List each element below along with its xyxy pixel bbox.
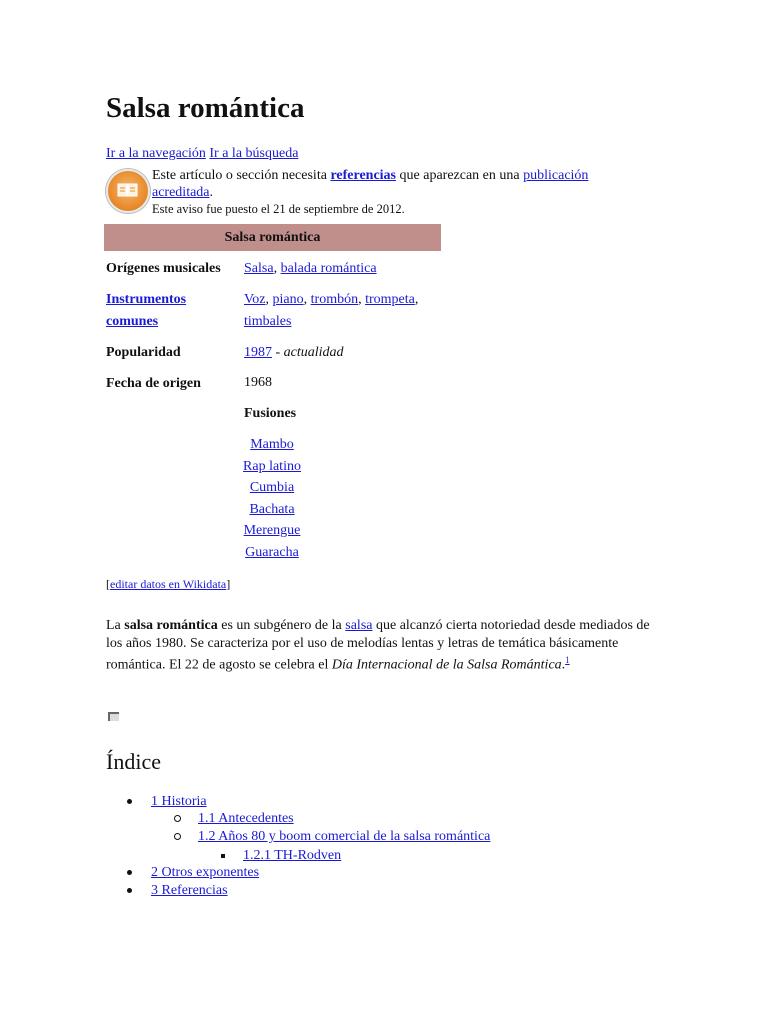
toc-link-historia[interactable]: 1 Historia — [151, 794, 207, 809]
origin-date-label: Fecha de origen — [106, 376, 201, 391]
timbales-link[interactable]: timbales — [244, 314, 292, 329]
toc-item — [174, 810, 294, 828]
instruments-value: Voz, piano, trombón, trompeta, timbales — [244, 292, 419, 329]
toc-item — [127, 882, 228, 900]
intro-paragraph: La salsa romántica es un subgénero de la salsa que alcanzó cierta notoriedad desde mediados de los años 1980. Se caracteriza por el uso de melodías lentas y letras de temática básicamente romántica. El 22 de agosto se celebra el Día Internacional de la Salsa Romántica.$^1$ — [106, 618, 650, 673]
bullet-icon — [127, 870, 132, 875]
skip-links — [106, 146, 298, 162]
trompeta-link[interactable]: trompeta — [365, 292, 415, 307]
salsa-genre-link[interactable]: salsa — [345, 618, 373, 633]
toc-link-antecedentes[interactable]: 1.1 Antecedentes — [198, 811, 294, 826]
salsa-link[interactable]: Salsa — [244, 261, 274, 276]
popularity-label: Popularidad — [106, 345, 181, 360]
fusions-list — [240, 434, 304, 564]
instruments-link-cont[interactable]: comunes — [106, 314, 159, 329]
goto-navigation-link[interactable]: Ir a la navegación — [106, 146, 206, 161]
mambo-link[interactable]: Mambo — [250, 437, 294, 452]
piano-link[interactable]: piano — [272, 292, 304, 307]
toc-link-anos-80[interactable]: 1.2 Años 80 y boom comercial de la salsa romántica — [198, 829, 491, 844]
popularity-value: 1987 - actualidad — [244, 345, 344, 360]
bullet-icon — [221, 854, 225, 858]
edit-wikidata-link[interactable]: editar datos en Wikidata — [110, 577, 227, 591]
toc-link-otros-exponentes[interactable]: 2 Otros exponentes — [151, 865, 260, 880]
image-placeholder-icon — [108, 712, 119, 721]
balada-romantica-link[interactable]: balada romántica — [280, 261, 377, 276]
publication-link-cont[interactable]: acreditada — [152, 185, 210, 200]
reference-1-link[interactable]: 1 — [565, 655, 570, 665]
infobox-header: Salsa romántica — [104, 224, 441, 251]
origins-value: Salsa, balada romántica — [244, 261, 377, 276]
instruments-label — [106, 289, 186, 333]
rap-latino-link[interactable]: Rap latino — [243, 458, 301, 474]
year-1987-link[interactable]: 1987 — [244, 345, 272, 360]
toc-item — [221, 847, 341, 865]
merengue-link[interactable]: Merengue — [243, 523, 301, 539]
references-link[interactable]: referencias — [330, 168, 397, 183]
references-notice — [152, 167, 652, 218]
toc-link-referencias[interactable]: 3 Referencias — [151, 883, 228, 898]
origins-label: Orígenes musicales — [106, 261, 221, 276]
toc-item — [174, 828, 490, 846]
bullet-icon — [127, 799, 132, 804]
notice-date: Este aviso fue puesto el 21 de septiembre de 2012. — [152, 202, 405, 216]
bullet-icon — [174, 833, 181, 840]
bullet-icon — [174, 815, 181, 822]
publication-link[interactable]: publicación — [523, 168, 589, 183]
books-warning-icon — [106, 169, 150, 213]
trombon-link[interactable]: trombón — [310, 292, 359, 307]
page-title: Salsa romántica — [106, 92, 305, 124]
bullet-icon — [127, 888, 132, 893]
wikidata-edit: [editar datos en Wikidata] — [106, 577, 231, 591]
guaracha-link[interactable]: Guaracha — [245, 544, 299, 560]
toc-item — [127, 864, 259, 882]
voz-link[interactable]: Voz — [244, 292, 266, 307]
toc-item — [127, 793, 207, 811]
toc-link-th-rodven[interactable]: 1.2.1 TH-Rodven — [243, 848, 342, 863]
bachata-link[interactable]: Bachata — [249, 501, 295, 517]
notice-text: Este artículo o sección necesita referencias que aparezcan en una publicación acreditada. — [152, 168, 589, 200]
cumbia-link[interactable]: Cumbia — [249, 480, 295, 496]
goto-search-link[interactable]: Ir a la búsqueda — [209, 146, 299, 161]
origin-date-value: 1968 — [244, 375, 272, 390]
toc-title: Índice — [106, 749, 161, 774]
instruments-link[interactable]: Instrumentos — [106, 292, 187, 307]
fusions-label: Fusiones — [244, 406, 297, 421]
